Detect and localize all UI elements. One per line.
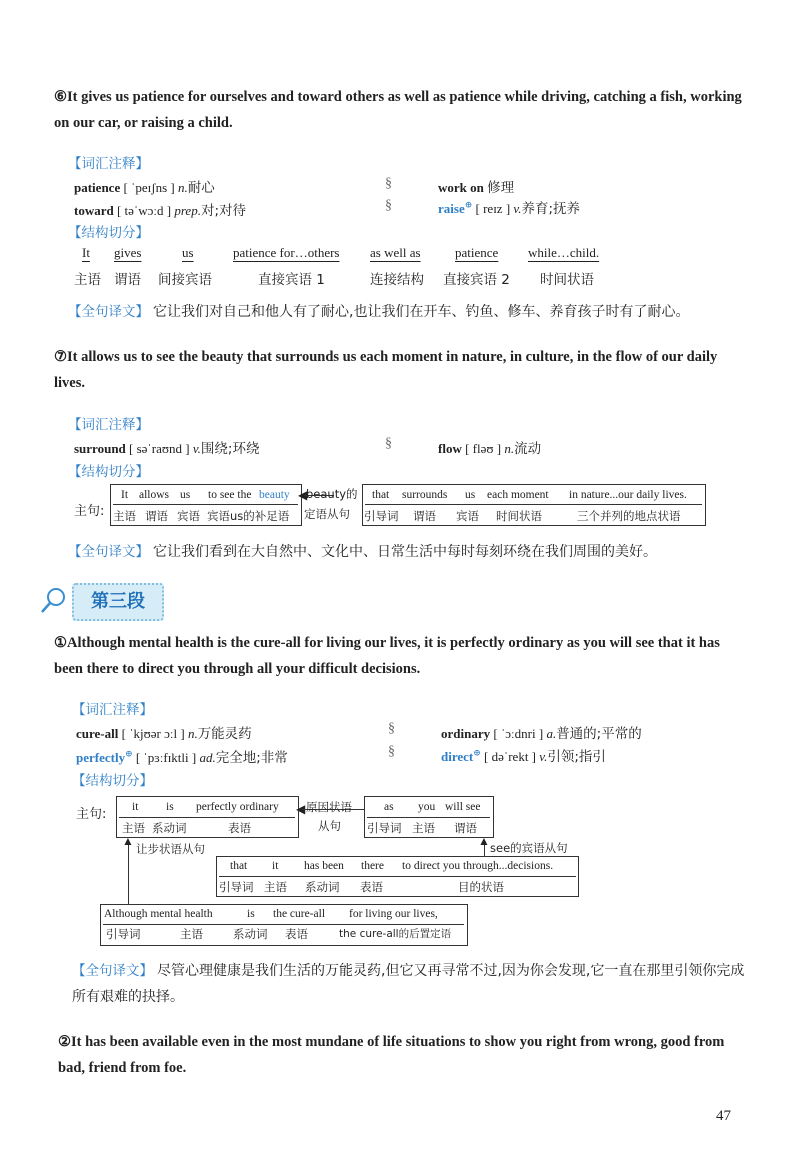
segment-role: 引导词 bbox=[106, 927, 141, 941]
new-word-icon: ⊕ bbox=[125, 748, 133, 759]
vocab-entry: raise⊕ [ reɪz ] v.养育;抚养 bbox=[438, 199, 581, 217]
divider-icon: § bbox=[385, 176, 392, 191]
page-number: 47 bbox=[716, 1108, 731, 1124]
sentence-number: ① bbox=[54, 635, 67, 651]
segment-role: 主语 bbox=[264, 880, 287, 894]
segment-role: 谓语 bbox=[114, 272, 141, 288]
attr-label: beauty的 bbox=[306, 487, 358, 501]
vocab-entry: surround [ səˈraʊnd ] v.围绕;环绕 bbox=[74, 441, 260, 457]
underline bbox=[113, 504, 298, 505]
sentence-number: ⑥ bbox=[54, 89, 67, 105]
segment-role: 系动词 bbox=[305, 880, 340, 894]
underline bbox=[103, 924, 464, 925]
segment-role: 主语 bbox=[74, 272, 101, 288]
underline bbox=[365, 504, 702, 505]
sentence-text: It gives us patience for ourselves and toward others as well as patience while driving, catching a fish, working on our car, or raising a child. bbox=[54, 89, 742, 131]
segment: has been bbox=[304, 860, 344, 872]
segment: while…child. bbox=[528, 245, 600, 260]
new-word-icon: ⊕ bbox=[464, 199, 473, 210]
segment: in nature...our daily lives. bbox=[569, 489, 687, 501]
segment-role: 宾语us的补足语 bbox=[207, 509, 290, 523]
arrow-left-icon: ◀ bbox=[296, 802, 306, 816]
box-edge bbox=[578, 856, 579, 896]
arrow-up-icon: ▲ bbox=[478, 834, 490, 848]
segment: to direct you through...decisions. bbox=[402, 860, 554, 872]
segment: gives bbox=[114, 245, 142, 260]
sentence-text: Although mental health is the cure-all for living our lives, it is perfectly ordinary as you will see that it has been there to direct you through all your difficult decisions. bbox=[54, 635, 720, 677]
sentence-p3-2 bbox=[58, 1029, 748, 1081]
vocab-entry: cure-all [ ˈkjʊər ɔːl ] n.万能灵药 bbox=[76, 726, 252, 742]
segment: as bbox=[384, 801, 394, 813]
segment: It bbox=[121, 489, 129, 501]
translation: 【全句译文】 它让我们对自己和他人有了耐心,也让我们在开车、钓鱼、修车、养育孩子时有了耐心。 bbox=[68, 304, 690, 320]
segment-role: 主语 bbox=[113, 509, 136, 523]
structure-label: 【结构切分】 bbox=[68, 225, 149, 241]
vocab-label: 【词汇注释】 bbox=[68, 417, 149, 433]
segment-role: 表语 bbox=[285, 927, 308, 941]
arrow-up-icon: ▲ bbox=[122, 834, 134, 848]
clause-label: see的宾语从句 bbox=[490, 841, 568, 855]
segment: us bbox=[182, 245, 194, 260]
segment-role: 三个并列的地点状语 bbox=[577, 509, 681, 523]
segment-role: 系动词 bbox=[233, 927, 268, 941]
structure-label: 【结构切分】 bbox=[68, 464, 149, 480]
divider-icon: § bbox=[385, 198, 392, 213]
divider-icon: § bbox=[388, 744, 395, 759]
segment: as well as bbox=[370, 245, 421, 260]
vocab-label: 【词汇注释】 bbox=[72, 702, 153, 718]
sentence-number: ⑦ bbox=[54, 349, 67, 365]
segment: allows bbox=[139, 489, 170, 501]
segment: that bbox=[372, 489, 390, 501]
segment-role: 时间状语 bbox=[540, 272, 594, 288]
segment-role: 谓语 bbox=[413, 509, 436, 523]
segment-role: the cure-all的后置定语 bbox=[339, 928, 452, 940]
segment-role: 主语 bbox=[412, 821, 435, 835]
arrow-left-icon: ◀ bbox=[298, 488, 308, 502]
sentence-number: ② bbox=[58, 1034, 71, 1050]
box-edge bbox=[216, 856, 579, 857]
segment-role: 直接宾语 1 bbox=[258, 272, 325, 288]
segment-role: 间接宾语 bbox=[158, 272, 212, 288]
segment: perfectly ordinary bbox=[196, 801, 279, 813]
vocab-entry: work on 修理 bbox=[438, 180, 515, 196]
segment: It bbox=[82, 245, 90, 260]
divider-icon: § bbox=[388, 721, 395, 736]
segment: it bbox=[272, 860, 279, 872]
segment-role: 连接结构 bbox=[370, 272, 424, 288]
segment: patience for…others bbox=[233, 245, 340, 260]
segment: us bbox=[465, 489, 476, 501]
segment-role: 直接宾语 2 bbox=[443, 272, 510, 288]
segment-role: 引导词 bbox=[364, 509, 399, 523]
vocab-entry: direct⊕ [ dəˈrekt ] v.引领;指引 bbox=[441, 747, 606, 765]
segment-role: 时间状语 bbox=[496, 509, 542, 523]
segment-role: 系动词 bbox=[152, 821, 187, 835]
translation: 【全句译文】 它让我们看到在大自然中、文化中、日常生活中每时每刻环绕在我们周围的美好。 bbox=[68, 544, 657, 560]
segment-role: 主语 bbox=[180, 927, 203, 941]
segment: it bbox=[132, 801, 139, 813]
segment: to see the bbox=[208, 489, 252, 501]
underline bbox=[219, 876, 576, 877]
sentence-7 bbox=[54, 344, 744, 396]
structure-label: 【结构切分】 bbox=[72, 773, 153, 789]
sentence-6 bbox=[54, 84, 744, 136]
segment-role: 谓语 bbox=[454, 821, 477, 835]
vocab-entry: patience [ ˈpeɪʃns ] n.耐心 bbox=[74, 180, 215, 196]
segment: there bbox=[361, 860, 384, 872]
segment: that bbox=[230, 860, 248, 872]
segment-role: 引导词 bbox=[367, 821, 402, 835]
sentence-text: It has been available even in the most mundane of life situations to show you right from wrong, good from bad, friend from foe. bbox=[58, 1034, 725, 1076]
main-clause-label: 主句: bbox=[76, 807, 107, 822]
segment: surrounds bbox=[402, 489, 448, 501]
vocab-entry: toward [ təˈwɔːd ] prep.对;对待 bbox=[74, 203, 247, 219]
segment-role: 表语 bbox=[228, 821, 251, 835]
underline bbox=[119, 817, 295, 818]
segment: patience bbox=[455, 245, 499, 260]
segment: will see bbox=[445, 801, 481, 813]
segment: the cure-all bbox=[273, 908, 326, 920]
segment: Although mental health bbox=[104, 908, 213, 920]
vocab-label: 【词汇注释】 bbox=[68, 156, 149, 172]
sentence-p3-1 bbox=[54, 630, 744, 682]
segment-role: 宾语 bbox=[177, 509, 200, 523]
attr-label: 定语从句 bbox=[304, 507, 350, 521]
new-word-icon: ⊕ bbox=[473, 747, 481, 758]
section-title: 第三段 bbox=[72, 583, 164, 621]
box-edge bbox=[216, 896, 579, 897]
clause-label: 让步状语从句 bbox=[136, 842, 205, 856]
sentence-text: It allows us to see the beauty that surrounds us each moment in nature, in culture, in the flow of our daily lives. bbox=[54, 349, 718, 391]
segment: you bbox=[418, 801, 436, 813]
vocab-entry: flow [ fləʊ ] n.流动 bbox=[438, 441, 542, 457]
segment: for living our lives, bbox=[349, 908, 438, 920]
segment-role: 主语 bbox=[122, 821, 145, 835]
segment-role: 谓语 bbox=[145, 509, 168, 523]
segment: is bbox=[166, 801, 174, 813]
segment: each moment bbox=[487, 489, 549, 501]
segment: is bbox=[247, 908, 255, 920]
underline bbox=[367, 817, 490, 818]
search-icon bbox=[38, 585, 70, 617]
segment-role: 目的状语 bbox=[458, 880, 504, 894]
clause-label: 从句 bbox=[318, 819, 341, 833]
segment-role: 宾语 bbox=[456, 509, 479, 523]
main-clause-label: 主句: bbox=[74, 504, 105, 519]
clause-label: 原因状语 bbox=[306, 800, 352, 814]
segment-role: 引导词 bbox=[219, 880, 254, 894]
vocab-entry: perfectly⊕ [ ˈpɜːfɪktli ] ad.完全地;非常 bbox=[76, 748, 288, 766]
arrow-line bbox=[128, 842, 129, 904]
segment-role: 表语 bbox=[360, 880, 383, 894]
divider-icon: § bbox=[385, 436, 392, 451]
segment: beauty bbox=[259, 489, 290, 501]
translation: 【全句译文】 尽管心理健康是我们生活的万能灵药,但它又再寻常不过,因为你会发现,它一直在那里引领你完成所有艰难的抉择。 bbox=[72, 963, 745, 1005]
box-edge bbox=[216, 856, 217, 896]
vocab-entry: ordinary [ ˈɔːdnri ] a.普通的;平常的 bbox=[441, 726, 642, 742]
segment: us bbox=[180, 489, 191, 501]
